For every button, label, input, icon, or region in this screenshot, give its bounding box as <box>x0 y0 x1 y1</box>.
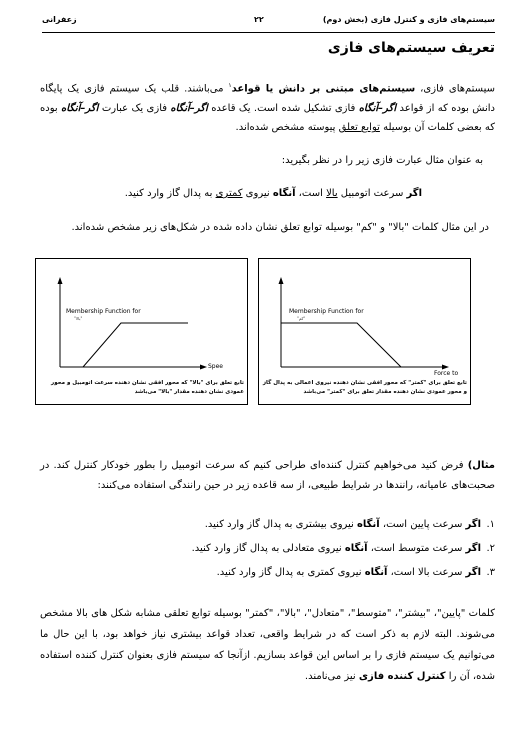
figure-caption: تابع تعلق برای "بالا" که محور افقی نشان دهنده سرعت اتومبیل و محور عمودی نشان دهنده مقدار "بالا" می‌باشد <box>51 380 244 395</box>
x-axis-arrow <box>200 365 207 370</box>
membership-curve <box>281 323 401 367</box>
membership-curve <box>83 323 188 367</box>
figure-high-speed <box>35 258 248 405</box>
figures-intro: در این مثال کلمات "بالا" و "کم" بوسیله توابع تعلق نشان داده شده در شکل‌های زیر مشخص شده‌اند. <box>71 222 489 233</box>
figure-subtitle: "بالا" <box>74 316 83 321</box>
figure-subtitle: "کم" <box>297 316 306 321</box>
figure-caption: تابع تعلق برای "کمتر" که محور افقی نشان دهنده نیروی اعمالی به پدال گاز و محور عمودی نشان دهنده مقدار تعلق برای "کمتر" می‌باشد <box>262 380 467 395</box>
page-header <box>42 12 495 33</box>
rule-item-2: ۲.اگر سرعت متوسط است، آنگاه نیروی متعادلی به پدال گاز وارد کنید. <box>191 543 495 554</box>
x-axis-label: Force to <box>434 370 459 377</box>
example-rule: اگر سرعت اتومبیل بالا است، آنگاه نیروی کمتری به پدال گاز وارد کنید. <box>124 188 422 199</box>
figure-title: Membership Function for <box>289 308 364 315</box>
x-axis-arrow <box>442 365 449 370</box>
header-author: زعفرانی <box>42 15 77 24</box>
section-title: تعریف سیستم‌های فازی <box>327 40 495 56</box>
figure-title: Membership Function for <box>66 308 141 315</box>
example-intro: به عنوان مثال عبارت فازی زیر را در نظر بگیرید: <box>281 155 483 166</box>
intro-paragraph: سیستم‌های فازی، سیستم‌های مبتنی بر دانش یا قواعد$^۱$ می‌باشند. قلب یک سیستم فازی یک پایگاه دانش بوده که از قواعد اگر–آنگاه فازی تشکیل شده است. یک قاعده اگر–آنگاه فازی یک عبارت اگر–آنگاه بوده که بعضی کلمات آن بوسیله توابع تعلق پیوسته مشخص شده‌اند. <box>40 82 496 134</box>
y-axis-arrow <box>58 277 63 284</box>
rule-item-1: ۱.اگر سرعت پایین است، آنگاه نیروی بیشتری به پدال گاز وارد کنید. <box>204 519 495 530</box>
figure-less-force <box>258 258 471 405</box>
rule-item-3: ۳.اگر سرعت بالا است، آنگاه نیروی کمتری به پدال گاز وارد کنید. <box>216 567 495 578</box>
example2-paragraph: مثال) فرض کنید می‌خواهیم کنترل کننده‌ای طراحی کنیم که سرعت اتومبیل را بطور خودکار کنترل کند. در صحبت‌های عامیانه، رانندها در شرایط طبیعی، از سه قاعده زیر در حین رانندگی استفاده می‌کنند: <box>40 460 495 491</box>
conclusion-paragraph: کلمات "پایین"، "بیشتر"، "متوسط"، "متعادل"، "بالا"، "کمتر" بوسیله توابع تعلقی مشابه شکل های بالا مشخص می‌شوند. البته لازم به ذکر است که در شرایط واقعی، تعداد قواعد بیشتری نیاز خواهد بود، با این حال ما می‌توانیم یک سیستم فازی را بر اساس این قواعد بسازیم. ازآنجا که سیستم فازی بعنوان کنترل کننده استفاده شده، آن را کنترل کننده فازی نیز می‌نامند. <box>40 608 495 682</box>
y-axis-arrow <box>279 277 284 284</box>
header-book-title: سیستم‌های فازی و کنترل فازی (بخش دوم) <box>322 15 495 24</box>
page-number: ۲۲ <box>254 15 264 24</box>
x-axis-label: Spee <box>208 363 223 370</box>
